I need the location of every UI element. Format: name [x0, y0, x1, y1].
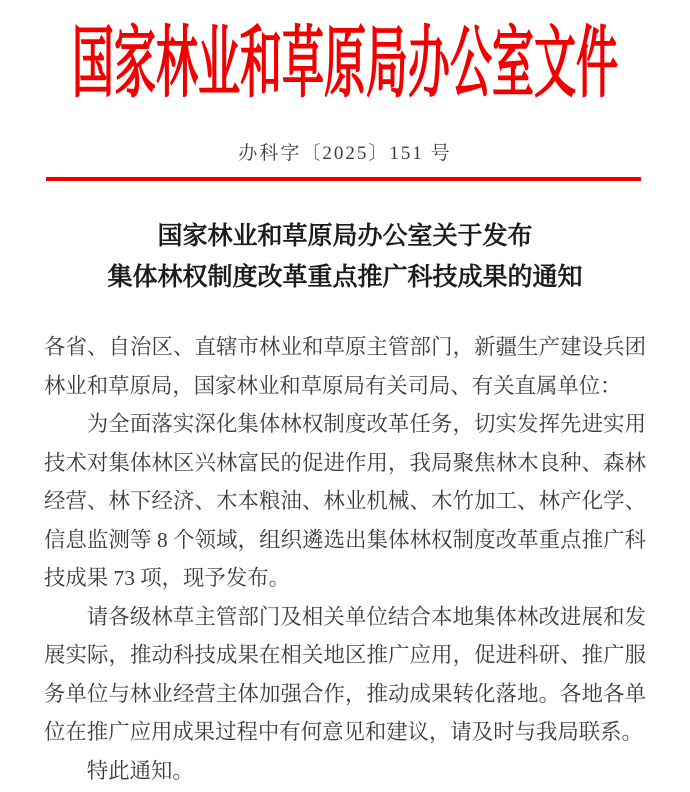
letterhead-org-title: 国家林业和草原局办公室文件	[71, 22, 618, 108]
closing-paragraph: 特此通知。	[86, 758, 194, 783]
red-letterhead	[0, 6, 690, 110]
document-body	[44, 328, 646, 790]
salutation-paragraph: 各省、自治区、直辖市林业和草原主管部门，新疆生产建设兵团林业和草原局，国家林业和草原局有关司局、有关直属单位：	[44, 335, 646, 398]
body-paragraph-2: 请各级林草主管部门及相关单位结合本地集体林改进展和发展实际，推动科技成果在相关地区推广应用，促进科研、推广服务单位与林业经营主体加强合作，推动成果转化落地。各地各单位在推广应用成果过程中有何意见和建议，请及时与我局联系。	[44, 604, 646, 744]
document-title	[0, 216, 690, 298]
document-title-line2: 集体林权制度改革重点推广科技成果的通知	[107, 264, 583, 291]
document-title-line1: 国家林业和草原局办公室关于发布	[157, 223, 533, 250]
body-paragraph-1: 为全面落实深化集体林权制度改革任务，切实发挥先进实用技术对集体林区兴林富民的促进作用，我局聚焦林木良种、森林经营、林下经济、木本粮油、林业机械、木竹加工、林产化学、信息监测等 8 个领域，组织遴选出集体林权制度改革重点推广科技成果 73 项，现予发布。	[44, 412, 646, 590]
document-reference-number: 办科字〔2025〕151 号	[238, 143, 452, 164]
red-divider-line	[46, 177, 641, 181]
